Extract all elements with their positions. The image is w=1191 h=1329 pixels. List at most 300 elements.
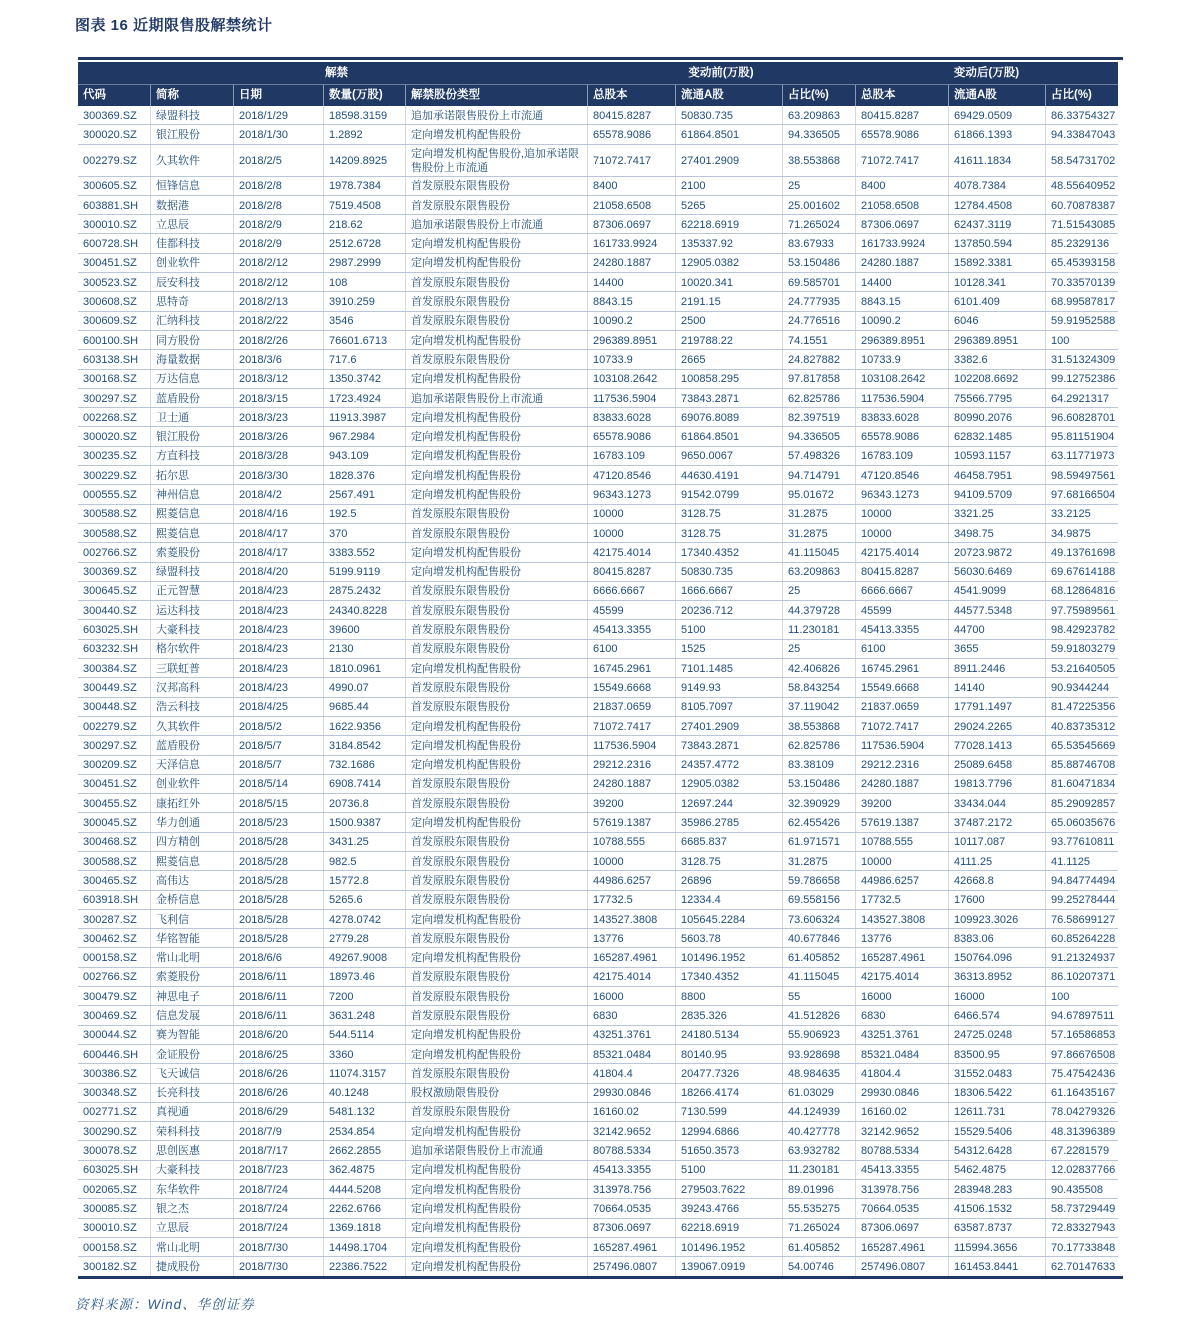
table-cell: 3128.75 [675, 524, 782, 542]
table-cell: 62832.1485 [948, 427, 1045, 445]
table-cell: 3321.25 [948, 505, 1045, 523]
table-cell: 7130.599 [675, 1103, 782, 1121]
table-cell: 2018/5/2 [233, 717, 323, 735]
table-cell: 24280.1887 [587, 254, 675, 272]
table-cell: 13776 [587, 929, 675, 947]
table-cell: 44.379728 [782, 601, 855, 619]
table-cell: 300608.SZ [83, 296, 137, 309]
table-row [78, 1238, 1118, 1257]
table-row [78, 1103, 1118, 1122]
table-cell: 43251.3761 [855, 1026, 948, 1044]
table-cell: 40.83735312 [1045, 717, 1118, 735]
table-cell: 76601.6713 [323, 331, 405, 349]
table-cell: 59.91952588 [1045, 312, 1118, 330]
table-cell: 61.405852 [782, 1238, 855, 1256]
table-cell: 首发原股东限售股份 [405, 292, 587, 310]
table-cell: 创业软件 [150, 254, 233, 272]
table-cell: 11913.3987 [323, 408, 405, 426]
table-cell: 2018/7/9 [233, 1122, 323, 1140]
table-cell: 首发原股东限售股份 [405, 775, 587, 793]
table-cell: 94.714791 [782, 466, 855, 484]
table-row [78, 910, 1118, 929]
table-cell: 300078.SZ [83, 1145, 137, 1158]
table-cell: 37487.2172 [948, 813, 1045, 831]
table-cell: 26896 [675, 871, 782, 889]
table-row [78, 125, 1118, 144]
table-cell: 6830 [587, 1006, 675, 1024]
table-cell: 39200 [855, 794, 948, 812]
table-cell: 29930.0846 [855, 1084, 948, 1102]
table-cell: 2018/6/11 [233, 1006, 323, 1024]
table-cell: 24.776516 [782, 312, 855, 330]
table-cell: 追加承诺限售股份上市流通 [405, 106, 587, 124]
table-cell: 定向增发机构配售股份 [405, 1199, 587, 1217]
table-cell: 2018/5/23 [233, 813, 323, 831]
table-cell: 定向增发机构配售股份 [405, 543, 587, 561]
table-cell: 300609.SZ [83, 315, 137, 328]
table-cell: 24340.8228 [323, 601, 405, 619]
table-cell: 90.435508 [1045, 1180, 1118, 1198]
table-cell: 2018/5/7 [233, 736, 323, 754]
table-cell: 10593.1157 [948, 447, 1045, 465]
table-cell: 2018/2/9 [233, 234, 323, 252]
table-row [78, 1199, 1118, 1218]
table-cell: 143527.3808 [855, 910, 948, 928]
table-cell: 定向增发机构配售股份 [405, 427, 587, 445]
table-cell: 2500 [675, 312, 782, 330]
table-cell: 2018/2/9 [233, 215, 323, 233]
table-cell: 2018/4/23 [233, 582, 323, 600]
table-cell: 10788.555 [855, 833, 948, 851]
table-cell: 1.2892 [323, 125, 405, 143]
table-cell: 102208.6692 [948, 370, 1045, 388]
table-cell: 11.230181 [782, 620, 855, 638]
table-cell: 81.60471834 [1045, 775, 1118, 793]
table-cell: 85.88746708 [1045, 756, 1118, 774]
table-cell: 77028.1413 [948, 736, 1045, 754]
table-cell: 定向增发机构配售股份 [405, 659, 587, 677]
table-cell: 41.115045 [782, 968, 855, 986]
table-cell: 44630.4191 [675, 466, 782, 484]
table-cell: 常山北明 [150, 948, 233, 966]
table-cell: 603138.SH [83, 353, 139, 366]
table-cell: 20477.7326 [675, 1064, 782, 1082]
table-cell: 59.786658 [782, 871, 855, 889]
table-cell: 300523.SZ [83, 276, 137, 289]
table-cell: 65.06035676 [1045, 813, 1118, 831]
table-cell: 2018/5/28 [233, 891, 323, 909]
table-cell: 86.33754327 [1045, 106, 1118, 124]
table-cell: 2100 [675, 177, 782, 195]
table-cell: 161453.8441 [948, 1257, 1045, 1275]
table-group-header-row [78, 62, 1118, 85]
table-cell: 87306.0697 [855, 1219, 948, 1237]
table-cell: 53.150486 [782, 254, 855, 272]
table-cell: 6100 [587, 640, 675, 658]
table-cell: 2018/3/28 [233, 447, 323, 465]
table-cell: 300010.SZ [83, 218, 137, 231]
table-cell: 1500.9387 [323, 813, 405, 831]
table-cell: 257496.0807 [587, 1257, 675, 1275]
table-cell: 2018/6/26 [233, 1064, 323, 1082]
table-cell: 31.2875 [782, 524, 855, 542]
table-cell: 90.9344244 [1045, 678, 1118, 696]
table-cell: 68.12864816 [1045, 582, 1118, 600]
table-row [78, 891, 1118, 910]
table-cell: 45413.3355 [587, 620, 675, 638]
table-cell: 飞利信 [150, 910, 233, 928]
column-header-0: 代码 [83, 89, 106, 101]
table-cell: 34.9875 [1045, 524, 1118, 542]
table-cell: 15892.3381 [948, 254, 1045, 272]
table-cell: 31552.0483 [948, 1064, 1045, 1082]
table-row [78, 427, 1118, 446]
table-cell: 67.2281579 [1045, 1141, 1118, 1159]
table-cell: 45599 [587, 601, 675, 619]
table-cell: 44986.6257 [855, 871, 948, 889]
table-cell: 94109.5709 [948, 485, 1045, 503]
table-cell: 165287.4961 [855, 948, 948, 966]
table-cell: 2018/3/30 [233, 466, 323, 484]
table-cell: 定向增发机构配售股份 [405, 1045, 587, 1063]
table-cell: 神州信息 [150, 485, 233, 503]
table-cell: 143527.3808 [587, 910, 675, 928]
table-row [78, 215, 1118, 234]
table-cell: 2534.854 [323, 1122, 405, 1140]
table-cell: 63.209863 [782, 563, 855, 581]
table-cell: 首发原股东限售股份 [405, 968, 587, 986]
table-cell: 4078.7384 [948, 177, 1045, 195]
table-cell: 10788.555 [587, 833, 675, 851]
table-cell: 追加承诺限售股份上市流通 [405, 1141, 587, 1159]
table-cell: 603881.SH [83, 199, 139, 212]
table-cell: 300085.SZ [83, 1202, 137, 1215]
table-cell: 48.984635 [782, 1064, 855, 1082]
table-cell: 24357.4772 [675, 756, 782, 774]
table-cell: 康拓红外 [150, 794, 233, 812]
table-cell: 54312.6428 [948, 1141, 1045, 1159]
table-cell: 109923.3026 [948, 910, 1045, 928]
table-cell: 002268.SZ [83, 411, 137, 424]
table-cell: 300448.SZ [83, 701, 137, 714]
table-cell: 300229.SZ [83, 469, 137, 482]
table-cell: 14498.1704 [323, 1238, 405, 1256]
table-cell: 313978.756 [855, 1180, 948, 1198]
table-cell: 300020.SZ [83, 431, 137, 444]
column-header-1: 简称 [150, 85, 233, 106]
table-cell: 70664.0535 [855, 1199, 948, 1217]
table-cell: 257496.0807 [855, 1257, 948, 1275]
table-cell: 2018/3/23 [233, 408, 323, 426]
table-cell: 87306.0697 [855, 215, 948, 233]
table-cell: 2018/5/28 [233, 910, 323, 928]
table-cell: 熙菱信息 [150, 524, 233, 542]
table-cell: 69076.8089 [675, 408, 782, 426]
table-row [78, 408, 1118, 427]
table-cell: 长亮科技 [150, 1084, 233, 1102]
table-cell: 40.677846 [782, 929, 855, 947]
table-cell: 16745.2961 [855, 659, 948, 677]
table-cell: 100858.295 [675, 370, 782, 388]
table-cell: 58.54731702 [1045, 145, 1118, 176]
table-cell: 10117.087 [948, 833, 1045, 851]
table-cell: 20723.9872 [948, 543, 1045, 561]
table-row [78, 145, 1118, 177]
table-cell: 1828.376 [323, 466, 405, 484]
table-cell: 002279.SZ [83, 154, 137, 167]
table-row [78, 1122, 1118, 1141]
group-header-cell-0 [78, 62, 323, 84]
table-cell: 辰安科技 [150, 273, 233, 291]
table-cell: 2018/3/26 [233, 427, 323, 445]
table-cell: 9650.0067 [675, 447, 782, 465]
table-cell: 16000 [948, 987, 1045, 1005]
table-cell: 2018/4/17 [233, 524, 323, 542]
table-cell: 2018/6/11 [233, 968, 323, 986]
table-cell: 62.455426 [782, 813, 855, 831]
table-cell: 久其软件 [150, 145, 233, 176]
table-cell: 218.62 [323, 215, 405, 233]
table-cell: 12.02837766 [1045, 1161, 1118, 1179]
table-cell: 55.535275 [782, 1199, 855, 1217]
table-cell: 300449.SZ [83, 681, 137, 694]
table-cell: 39243.4766 [675, 1199, 782, 1217]
table-cell: 1666.6667 [675, 582, 782, 600]
table-cell: 1350.3742 [323, 370, 405, 388]
table-cell: 首发原股东限售股份 [405, 871, 587, 889]
table-cell: 600728.SH [83, 238, 139, 251]
table-cell: 97.86676508 [1045, 1045, 1118, 1063]
column-header-2: 日期 [233, 85, 323, 106]
table-cell: 73.606324 [782, 910, 855, 928]
table-cell: 300235.SZ [83, 450, 137, 463]
table-cell: 25 [782, 582, 855, 600]
table-cell: 2018/6/20 [233, 1026, 323, 1044]
table-cell: 300462.SZ [83, 932, 137, 945]
table-cell: 40.427778 [782, 1122, 855, 1140]
table-cell: 65578.9086 [587, 125, 675, 143]
table-cell: 165287.4961 [855, 1238, 948, 1256]
table-row [78, 524, 1118, 543]
table-cell: 63587.8737 [948, 1219, 1045, 1237]
table-cell: 27401.2909 [675, 717, 782, 735]
table-cell: 10020.341 [675, 273, 782, 291]
table-cell: 62.825786 [782, 389, 855, 407]
table-cell: 首发原股东限售股份 [405, 929, 587, 947]
table-cell: 18598.3159 [323, 106, 405, 124]
table-cell: 300020.SZ [83, 128, 137, 141]
table-cell: 135337.92 [675, 234, 782, 252]
table-cell: 5481.132 [323, 1103, 405, 1121]
table-cell: 279503.7622 [675, 1180, 782, 1198]
table-cell: 21837.0659 [587, 698, 675, 716]
table-cell: 6666.6667 [855, 582, 948, 600]
table-cell: 63.932782 [782, 1141, 855, 1159]
table-cell: 8400 [855, 177, 948, 195]
table-row [78, 292, 1118, 311]
table-cell: 2018/4/23 [233, 620, 323, 638]
table-cell: 3431.25 [323, 833, 405, 851]
table-cell: 1525 [675, 640, 782, 658]
table-cell: 思创医惠 [150, 1141, 233, 1159]
table-cell: 65.53545669 [1045, 736, 1118, 754]
table-cell: 2018/5/7 [233, 756, 323, 774]
table-row [78, 620, 1118, 639]
table-row [78, 871, 1118, 890]
table-cell: 78.04279326 [1045, 1103, 1118, 1121]
table-row [78, 106, 1118, 125]
table-cell: 603232.SH [83, 643, 139, 656]
table-cell: 31.2875 [782, 505, 855, 523]
table-cell: 正元智慧 [150, 582, 233, 600]
table-cell: 94.67897511 [1045, 1006, 1118, 1024]
table-cell: 2018/5/28 [233, 852, 323, 870]
table-cell: 2662.2855 [323, 1141, 405, 1159]
table-cell: 14400 [855, 273, 948, 291]
table-cell: 10733.9 [587, 350, 675, 368]
table-row [78, 852, 1118, 871]
table-cell: 300465.SZ [83, 874, 137, 887]
table-cell: 17600 [948, 891, 1045, 909]
table-cell: 8105.7097 [675, 698, 782, 716]
table-cell: 定向增发机构配售股份 [405, 1161, 587, 1179]
table-cell: 12905.0382 [675, 775, 782, 793]
table-cell: 83500.95 [948, 1045, 1045, 1063]
table-cell: 17340.4352 [675, 543, 782, 561]
table-cell: 40.1248 [323, 1084, 405, 1102]
table-cell: 71072.7417 [587, 145, 675, 176]
table-row [78, 466, 1118, 485]
table-cell: 65578.9086 [855, 125, 948, 143]
table-cell: 71072.7417 [855, 145, 948, 176]
table-cell: 300369.SZ [83, 566, 137, 579]
table-cell: 浩云科技 [150, 698, 233, 716]
table-cell: 57.498326 [782, 447, 855, 465]
table-cell: 16000 [587, 987, 675, 1005]
table-cell: 603918.SH [83, 894, 139, 907]
table-cell: 蓝盾股份 [150, 389, 233, 407]
table-cell: 银江股份 [150, 125, 233, 143]
table-cell: 2018/7/24 [233, 1180, 323, 1198]
table-cell: 绿盟科技 [150, 563, 233, 581]
table-cell: 同方股份 [150, 331, 233, 349]
table-cell: 101496.1952 [675, 1238, 782, 1256]
table-row [78, 485, 1118, 504]
table-cell: 定向增发机构配售股份 [405, 1219, 587, 1237]
table-cell: 300645.SZ [83, 585, 137, 598]
table-cell: 69.558156 [782, 891, 855, 909]
table-cell: 首发原股东限售股份 [405, 640, 587, 658]
table-cell: 21837.0659 [855, 698, 948, 716]
table-cell: 24280.1887 [855, 254, 948, 272]
table-cell: 定向增发机构配售股份 [405, 1026, 587, 1044]
table-cell: 首发原股东限售股份 [405, 177, 587, 195]
table-cell: 2018/6/26 [233, 1084, 323, 1102]
table-cell: 45413.3355 [587, 1161, 675, 1179]
table-cell: 定向增发机构配售股份 [405, 466, 587, 484]
table-row [78, 582, 1118, 601]
table-cell: 192.5 [323, 505, 405, 523]
table-cell: 16000 [855, 987, 948, 1005]
table-cell: 86.10207371 [1045, 968, 1118, 986]
table-row [78, 678, 1118, 697]
table-cell: 300440.SZ [83, 604, 137, 617]
table-cell: 139067.0919 [675, 1257, 782, 1275]
table-cell: 首发原股东限售股份 [405, 620, 587, 638]
table-cell: 61866.1393 [948, 125, 1045, 143]
table-cell: 57619.1387 [587, 813, 675, 831]
table-cell: 137850.594 [948, 234, 1045, 252]
table-cell: 追加承诺限售股份上市流通 [405, 389, 587, 407]
table-cell: 150764.096 [948, 948, 1045, 966]
table-cell: 久其软件 [150, 717, 233, 735]
table-cell: 2018/1/30 [233, 125, 323, 143]
table-cell: 12994.6866 [675, 1122, 782, 1140]
table-cell: 2018/2/5 [233, 145, 323, 176]
table-cell: 首发原股东限售股份 [405, 833, 587, 851]
table-cell: 296389.8951 [948, 331, 1045, 349]
table-cell: 296389.8951 [855, 331, 948, 349]
column-header-8: 总股本 [855, 85, 948, 106]
table-cell: 100 [1045, 987, 1118, 1005]
table-cell: 数据港 [150, 196, 233, 214]
column-header-9: 流通A股 [948, 85, 1045, 106]
table-cell: 300451.SZ [83, 257, 137, 270]
table-cell: 105645.2284 [675, 910, 782, 928]
table-cell: 29212.2316 [855, 756, 948, 774]
table-cell: 3546 [323, 312, 405, 330]
table-cell: 2018/1/29 [233, 106, 323, 124]
table-cell: 96343.1273 [855, 485, 948, 503]
table-cell: 汉邦高科 [150, 678, 233, 696]
table-cell: 11074.3157 [323, 1064, 405, 1082]
table-cell: 80140.95 [675, 1045, 782, 1063]
table-cell: 天泽信息 [150, 756, 233, 774]
table-cell: 83833.6028 [587, 408, 675, 426]
table-cell: 71072.7417 [855, 717, 948, 735]
table-cell: 161733.9924 [587, 234, 675, 252]
table-cell: 1978.7384 [323, 177, 405, 195]
table-cell: 东华软件 [150, 1180, 233, 1198]
table-row [78, 1006, 1118, 1025]
table-cell: 大豪科技 [150, 620, 233, 638]
table-cell: 24280.1887 [587, 775, 675, 793]
table-cell: 600100.SH [83, 334, 139, 347]
table-cell: 追加承诺限售股份上市流通 [405, 215, 587, 233]
table-cell: 300297.SZ [83, 392, 137, 405]
table-cell: 16783.109 [855, 447, 948, 465]
table-cell: 93.928698 [782, 1045, 855, 1063]
table-row [78, 948, 1118, 967]
table-cell: 982.5 [323, 852, 405, 870]
table-cell: 96.60828701 [1045, 408, 1118, 426]
table-cell: 600446.SH [83, 1048, 139, 1061]
table-cell: 24280.1887 [855, 775, 948, 793]
table-cell: 19813.7796 [948, 775, 1045, 793]
table-cell: 41.115045 [782, 543, 855, 561]
table-cell: 卫士通 [150, 408, 233, 426]
table-cell: 25.001602 [782, 196, 855, 214]
table-cell: 熙菱信息 [150, 852, 233, 870]
table-cell: 三联虹普 [150, 659, 233, 677]
table-cell: 2018/4/16 [233, 505, 323, 523]
table-cell: 36313.8952 [948, 968, 1045, 986]
table-cell: 31.51324309 [1045, 350, 1118, 368]
table-cell: 50830.735 [675, 106, 782, 124]
table-cell: 300588.SZ [83, 527, 137, 540]
table-cell: 2512.6728 [323, 234, 405, 252]
table-cell: 2018/4/25 [233, 698, 323, 716]
